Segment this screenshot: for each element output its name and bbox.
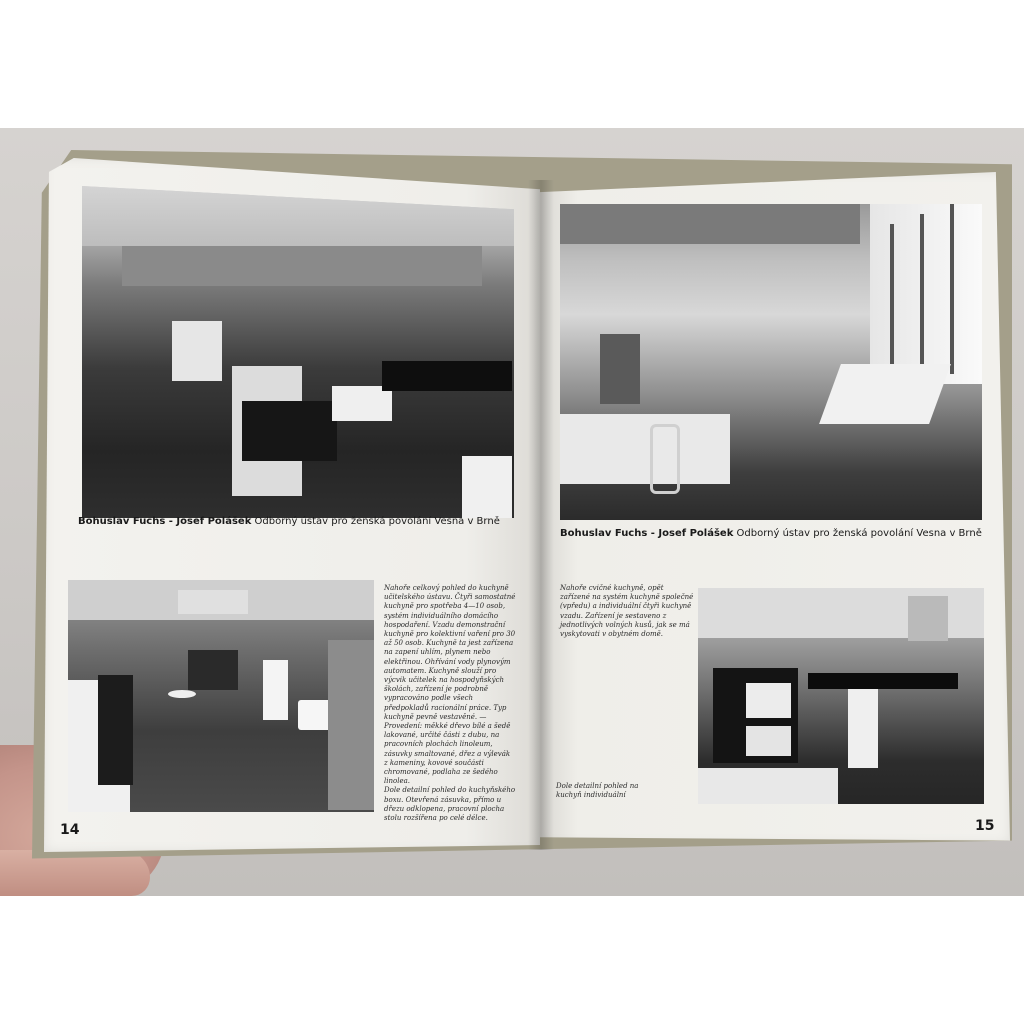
left-body-text <box>384 584 516 823</box>
left-body-paragraph-2: Dole detailní pohled do kuchyňského boxu. Otevřená zásuvka, přímo u dřezu odklopena, pracovní plocha stolu rozšířena po celé délce. <box>384 786 516 823</box>
right-body-text-2 <box>556 782 652 800</box>
page-number-left: 14 <box>60 822 80 838</box>
caption-right-title: Odborný ústav pro ženská povolání Vesna v Brně <box>736 528 982 539</box>
left-body-paragraph-1: Nahoře celkový pohled do kuchyně učitelského ústavu. Čtyři samostatné kuchyně pro spotřeba 4—10 osob, systém individuálního domácího hospodaření. Vzadu demonstrační kuchyně pro kolektivní vaření pro 30 až 50 osob. Kuchyně ta jest zařízena na zapení uhlím, plynem nebo elektřinou. Ohřívání vody plynovým automatem. Kuchyně slouží pro výcvik učitelek na hospodyňských školách, zařízení je podrobně vypracováno podle všech předpokladů racionální práce. Typ kuchyně pevně vestavěné. — Provedení: měkké dřevo bílé a šedě lakované, určité části z dubu, na pracovních plochách linoleum, zásuvky smaltované, dřez a výlevák z kameniny, kovové součásti chromované, podlaha ze šedého linolea. <box>384 584 516 786</box>
photo-kitchen-box <box>68 580 374 812</box>
right-body-text <box>560 584 694 639</box>
book-gutter <box>528 180 554 850</box>
caption-left-authors: Bohuslav Fuchs - Josef Polášek <box>78 516 252 527</box>
caption-left <box>78 516 500 527</box>
caption-right-authors: Bohuslav Fuchs - Josef Polášek <box>560 528 734 539</box>
caption-right <box>560 528 982 539</box>
photo-individual-kitchen <box>698 588 984 804</box>
right-body-paragraph-1: Nahoře cvičné kuchyně, opět zařízené na systém kuchyně společné (vpředu) a individuální čtyři kuchyně vzadu. Zařízení je sestaveno z jednotlivých volných kusů, jak se má vyskytovati v obytném domě. <box>560 584 694 639</box>
photo-kitchen-hall <box>82 186 514 518</box>
page-number-right: 15 <box>975 818 995 834</box>
caption-left-title: Odborný ústav pro ženská povolání Vesna v Brně <box>254 516 500 527</box>
photo-training-kitchen <box>560 204 982 520</box>
right-body-paragraph-2: Dole detailní pohled na kuchyň individuální <box>556 782 639 800</box>
